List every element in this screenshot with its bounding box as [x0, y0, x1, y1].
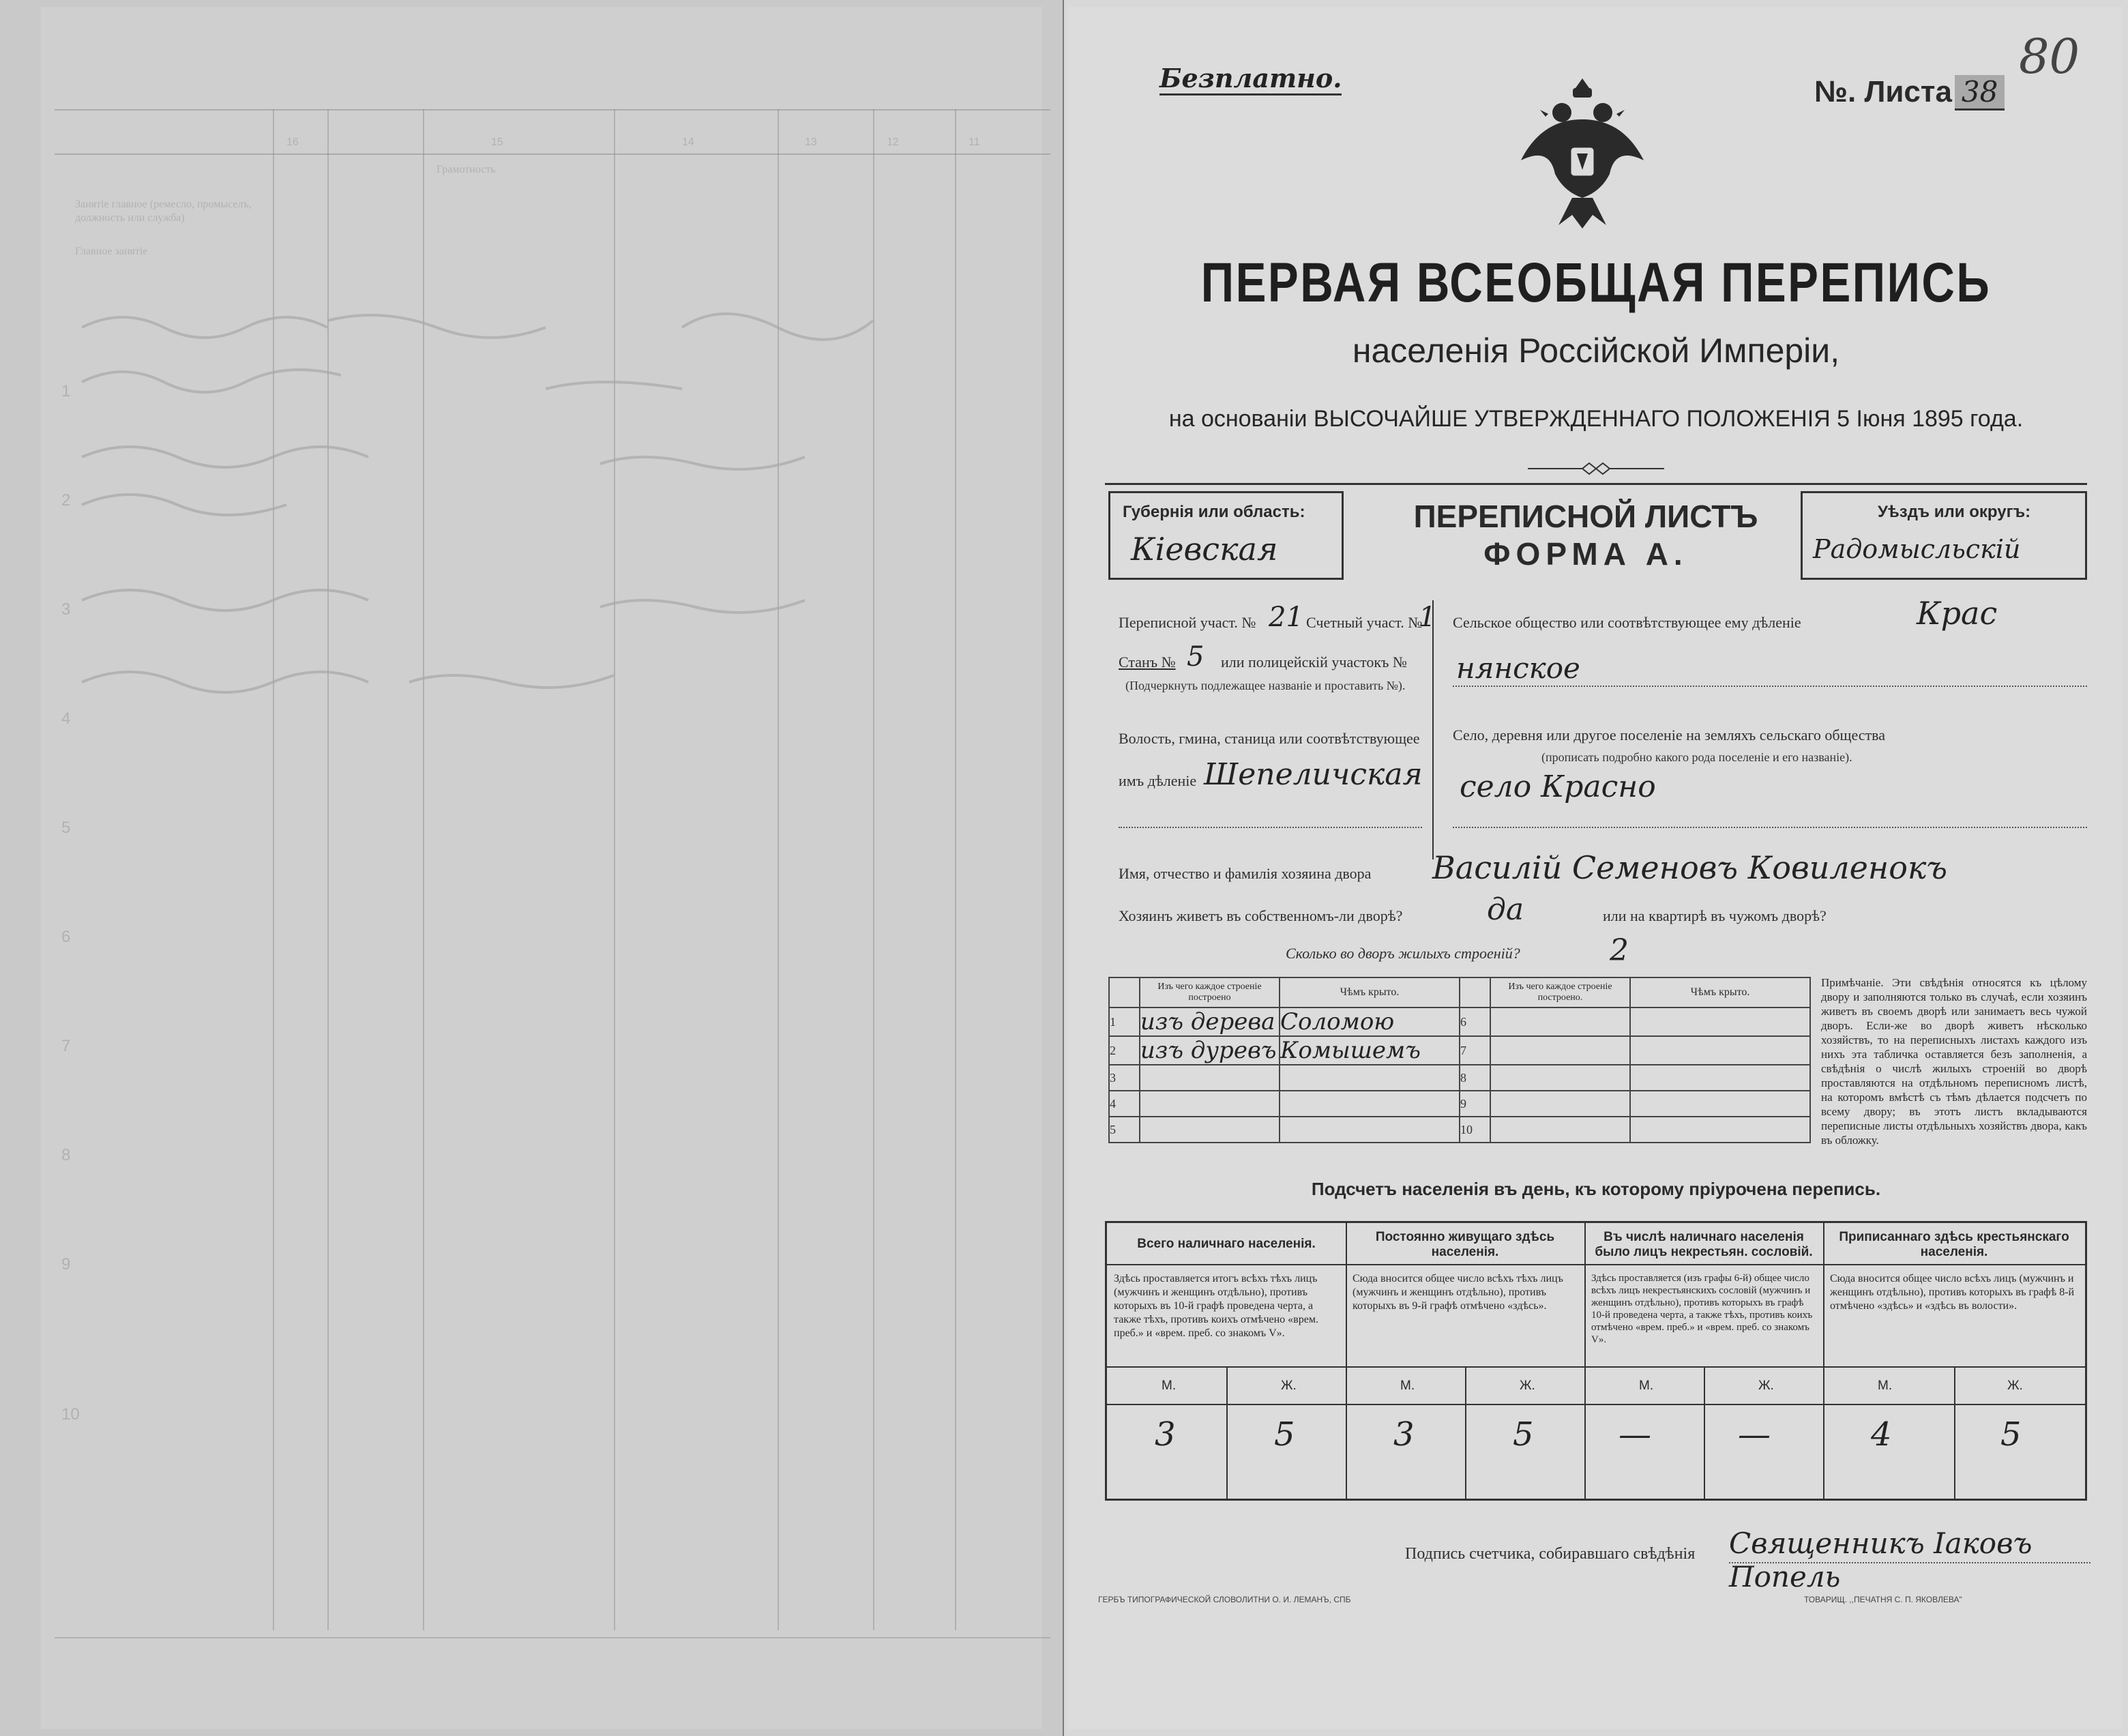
population-col-head: Приписаннаго здѣсь крестьянскаго населенія. [1839, 1230, 2069, 1259]
village-line [1453, 827, 2087, 828]
population-col-desc: Здѣсь проставляется итогъ всѣхъ тѣхъ лицъ (мужчинъ и женщинъ отдѣльно), противъ которыхъ въ 10-й графѣ проведена черта, а также тѣхъ, противъ коихъ отмѣчено «врем. преб.» и «врем. преб. со знакомъ V». [1114, 1273, 1318, 1339]
perepis-uchast-label: Переписной участ. № [1119, 614, 1256, 631]
left-header-rule [55, 153, 1050, 155]
buildings-note: Примѣчаніе. Эти свѣдѣнія относятся къ цѣлому двору и заполняются только въ случаѣ, если хозяинъ живетъ въ своемъ дворѣ или занимаетъ весь чужой дворъ. Если-же во дворѣ живетъ нѣсколько хозяйствъ, то на переписныхъ листахъ каждого изъ нихъ эта табличка оставляется безъ заполненія, а свѣдѣнія о числѣ жилыхъ строеній во дворѣ проставляются на отдѣльномъ переписномъ листѣ, на которомъ вмѣстѣ съ тѣмъ дѣлается подсчетъ по всему двору; въ этотъ листъ вкладываются переписные листы отдѣльныхъ хозяйствъ двора, какъ въ обложку. [1821, 976, 2087, 1147]
stan-label: Станъ № [1119, 653, 1176, 671]
village-value: село Красно [1460, 769, 1656, 804]
male-label: М. [1639, 1379, 1654, 1393]
population-col-head: Въ числѣ наличнаго населенія было лицъ некрестьян. сословій. [1595, 1230, 1813, 1259]
building-material: изъ дерева [1140, 1007, 1280, 1036]
buildings-row [1109, 1036, 1810, 1065]
building-roof: Соломою [1280, 1007, 1460, 1036]
left-row-number: 8 [61, 1146, 71, 1164]
female-label: Ж. [1520, 1379, 1535, 1393]
buildings-col-material-2: Изъ чего каждое строеніе построено. [1490, 977, 1630, 1007]
banner-top-rule [1105, 483, 2087, 485]
uezd-box [1801, 491, 2087, 580]
population-title: Подсчетъ населенія въ день, къ которому пріурочена перепись. [1311, 1179, 1881, 1199]
left-col-number: 15 [491, 136, 503, 148]
female-label: Ж. [2007, 1379, 2023, 1393]
row-num: 6 [1460, 1007, 1490, 1036]
uezd-value: Радомысльскій [1813, 534, 2021, 564]
row-num: 3 [1109, 1065, 1140, 1091]
stan-value: 5 [1187, 641, 1205, 673]
society-value-1: Крас [1917, 595, 1998, 632]
own-yard-value: да [1487, 892, 1524, 927]
schet-uchast-value: 1 [1419, 602, 1436, 633]
village-label: Село, деревня или другое поселеніе на земляхъ сельскаго общества [1453, 726, 1886, 744]
volost-value: Шепеличская [1204, 757, 1423, 792]
female-count: 5 [1274, 1415, 1295, 1454]
buildings-label: Сколько во дворъ жилыхъ строеній? [1286, 945, 1520, 962]
printer-left: ГЕРБЪ ТИПОГРАФИЧЕСКОЙ СЛОВОЛИТНИ О. И. ЛЕМАНЪ, СПБ [1098, 1595, 1351, 1604]
form-title: ПЕРЕПИСНОЙ ЛИСТЪ [1413, 499, 1758, 534]
volost-label-2: имъ дѣленіе [1119, 772, 1197, 789]
fields-divider [1432, 600, 1434, 859]
right-page [1064, 0, 2128, 1736]
uezd-label: Уѣздъ или округъ: [1878, 503, 2031, 521]
left-bottom-rule [55, 1637, 1050, 1638]
population-col-head: Постоянно живущаго здѣсь населенія. [1375, 1230, 1555, 1259]
gubernia-value: Кіевская [1131, 531, 1278, 568]
imperial-eagle-emblem [1514, 72, 1651, 235]
population-col-desc: Сюда вносится общее число всѣхъ тѣхъ лицъ (мужчинъ и женщинъ отдѣльно), противъ которыхъ въ 9-й графѣ отмѣчено «здѣсь». [1353, 1273, 1563, 1312]
mf-split [1465, 1366, 1466, 1499]
left-header-snippet: Главное занятіе [75, 246, 148, 257]
left-row-number: 1 [61, 382, 71, 400]
signature-line [1729, 1562, 2090, 1563]
male-label: М. [1162, 1379, 1177, 1393]
own-yard-label: Хозяинъ живетъ въ собственномъ-ли дворѣ? [1119, 907, 1403, 924]
population-col-desc: Здѣсь проставляется (изъ графы 6-й) общее число всѣхъ лицъ некрестьянскихъ сословій (мужчинъ и женщинъ отдѣльно), противъ которыхъ въ графѣ 10-й проведена черта, а также тѣхъ, противъ коихъ отмѣчено «врем. преб.» и «врем. преб. со знакомъ V». [1591, 1273, 1813, 1345]
male-count: — [1619, 1415, 1651, 1454]
population-rule [1107, 1264, 2085, 1265]
village-note: (прописать подробно какого рода поселеніе и его названіе). [1541, 750, 1852, 764]
building-material: изъ дуревъ [1140, 1036, 1280, 1065]
free-label: Безплатно. [1159, 63, 1342, 95]
buildings-col-roof-2: Чѣмъ крыто. [1630, 977, 1810, 1007]
female-count: 5 [2000, 1415, 2022, 1454]
left-col-number: 11 [969, 136, 980, 148]
left-row-number: 9 [61, 1255, 71, 1274]
left-col-rule [955, 109, 956, 1630]
building-roof: Комышемъ [1280, 1036, 1460, 1065]
buildings-row [1109, 1117, 1810, 1143]
buildings-row [1109, 1065, 1810, 1091]
corner-number: 80 [2019, 29, 2080, 85]
left-header-snippet: Грамотность [437, 164, 496, 175]
population-rule [1107, 1404, 2085, 1405]
row-num: 2 [1109, 1036, 1140, 1065]
page-subtitle: населенія Россійской Имперіи, [1352, 332, 1840, 370]
row-num: 8 [1460, 1065, 1490, 1091]
left-col-number: 12 [887, 136, 899, 148]
left-row-number: 3 [61, 600, 71, 619]
volost-extra-line [1119, 827, 1422, 828]
left-row-number: 4 [61, 709, 71, 728]
signature-value: Священникъ Іаковъ Попель [1729, 1527, 2033, 1593]
population-col-head: Всего наличнаго населенія. [1137, 1237, 1316, 1251]
mf-split [1226, 1366, 1228, 1499]
left-header-top-rule [55, 109, 1050, 111]
sheet-number-value: 38 [1955, 75, 2005, 111]
left-bleed-handwriting [68, 300, 955, 778]
row-num: 5 [1109, 1117, 1140, 1143]
society-value-2: нянское [1456, 651, 1580, 685]
ornament-divider [1528, 460, 1664, 477]
female-label: Ж. [1758, 1379, 1774, 1393]
buildings-col-roof: Чѣмъ крыто. [1280, 977, 1460, 1007]
population-col-desc: Сюда вносится общее число всѣхъ лицъ (мужчинъ и женщинъ отдѣльно), противъ которыхъ въ графѣ 8-й отмѣчено «здѣсь» и «здѣсь въ волости». [1830, 1273, 2075, 1312]
left-col-number: 16 [286, 136, 299, 148]
row-num: 9 [1460, 1091, 1490, 1117]
printer-right: ТОВАРИЩ. ,,ПЕЧАТНЯ С. П. ЯКОВЛЕВА" [1804, 1595, 1962, 1604]
buildings-value: 2 [1610, 933, 1629, 968]
buildings-row [1109, 1007, 1810, 1036]
society-label: Сельское общество или соотвѣтствующее ему дѣленіе [1453, 614, 1801, 631]
volost-label: Волость, гмина, станица или соотвѣтствующее [1119, 730, 1420, 747]
gubernia-label: Губернія или область: [1123, 503, 1305, 521]
page-title: ПЕРВАЯ ВСЕОБЩАЯ ПЕРЕПИСЬ [1200, 252, 1992, 314]
rent-label: или на квартирѣ въ чужомъ дворѣ? [1603, 907, 1827, 924]
female-count: 5 [1513, 1415, 1534, 1454]
perepis-uchast-value: 21 [1269, 602, 1303, 633]
left-col-number: 13 [805, 136, 817, 148]
sheet-number [1814, 75, 2005, 109]
buildings-row [1109, 1091, 1810, 1117]
owner-name-label: Имя, отчество и фамилія хозяина двора [1119, 865, 1372, 882]
row-num: 1 [1109, 1007, 1140, 1036]
owner-name-value: Василій Семеновъ Ковиленокъ [1432, 849, 1948, 886]
buildings-table [1108, 977, 1811, 1143]
signature-label: Подпись счетчика, собиравшаго свѣдѣнія [1405, 1545, 1696, 1563]
form-subtitle: ФОРМА А. [1483, 536, 1688, 572]
society-line [1453, 686, 2087, 687]
row-num: 7 [1460, 1036, 1490, 1065]
underline-note: (Подчеркнуть подлежащее названіе и проставить №). [1125, 679, 1406, 692]
left-col-number: 14 [682, 136, 694, 148]
gubernia-box [1108, 491, 1344, 580]
mf-split [1704, 1366, 1705, 1499]
buildings-col-material: Изъ чего каждое строеніе построено [1140, 977, 1280, 1007]
left-row-number: 7 [61, 1037, 71, 1055]
row-num: 4 [1109, 1091, 1140, 1117]
sheet-number-label: №. Листа [1814, 75, 1952, 108]
male-count: 4 [1871, 1415, 1892, 1454]
left-row-number: 6 [61, 928, 71, 946]
row-num: 10 [1460, 1117, 1490, 1143]
female-count: — [1738, 1415, 1771, 1454]
left-header-snippet: Занятіе главное (ремесло, промыселъ, должность или служба) [75, 198, 252, 224]
left-page-sheet [41, 7, 1042, 1729]
population-rule [1107, 1366, 2085, 1368]
left-row-number: 5 [61, 819, 71, 837]
left-row-number: 10 [61, 1405, 80, 1424]
male-label: М. [1400, 1379, 1415, 1393]
legal-basis: на основаніи ВЫСОЧАЙШЕ УТВЕРЖДЕННАГО ПОЛОЖЕНІЯ 5 Іюня 1895 года. [1168, 406, 2024, 432]
male-count: 3 [1393, 1415, 1415, 1454]
schet-uchast-label: Счетный участ. № [1306, 614, 1423, 631]
population-table [1105, 1221, 2087, 1501]
left-row-number: 2 [61, 491, 71, 510]
female-label: Ж. [1281, 1379, 1297, 1393]
male-label: М. [1878, 1379, 1893, 1393]
mf-split [1954, 1366, 1955, 1499]
police-label: или полицейскій участокъ № [1221, 653, 1407, 671]
male-count: 3 [1155, 1415, 1176, 1454]
